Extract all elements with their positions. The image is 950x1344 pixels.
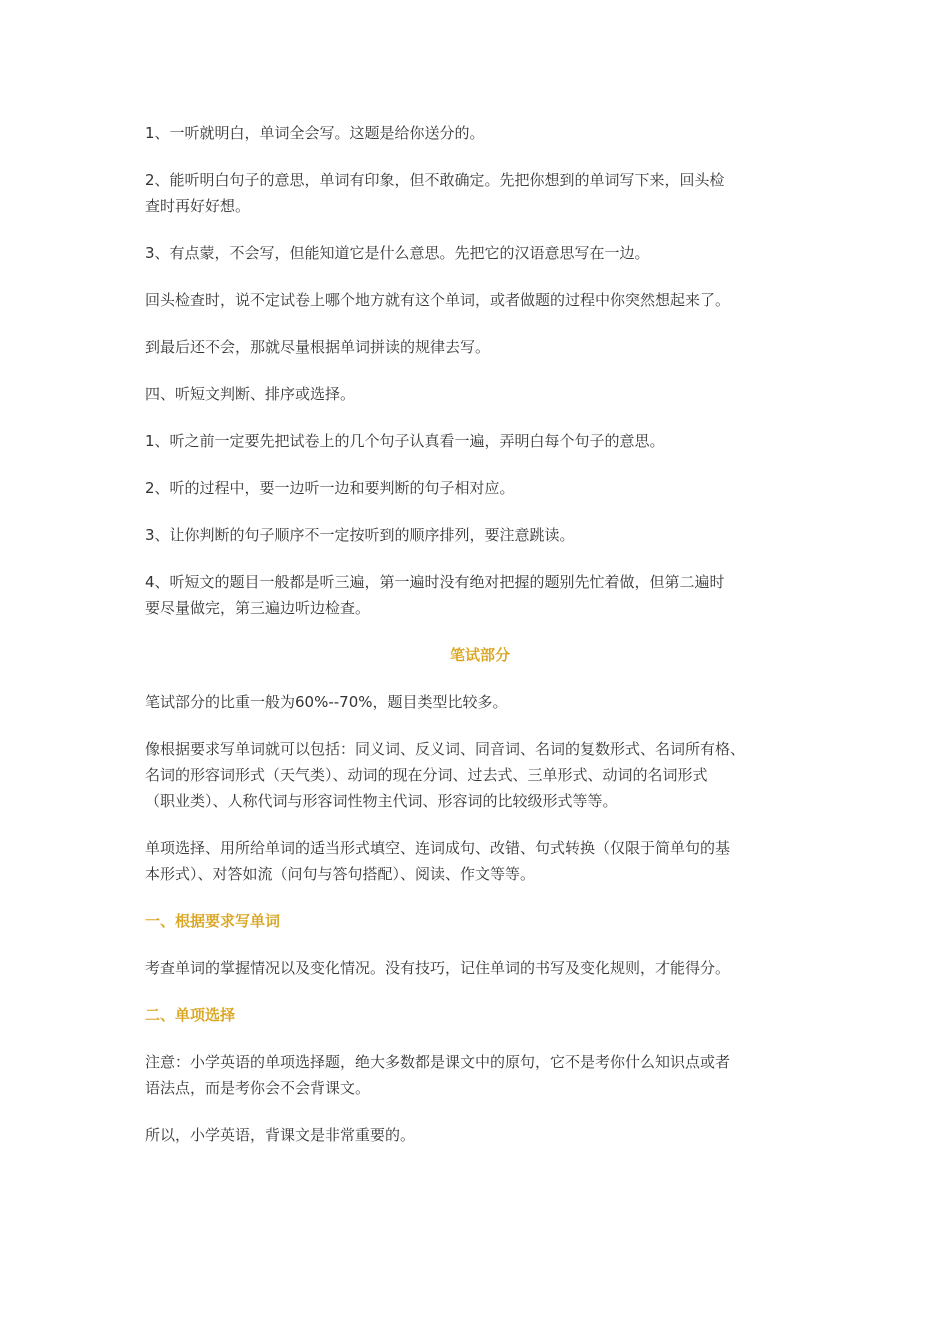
paragraph-13: 单项选择、用所给单词的适当形式填空、连词成句、改错、句式转换（仅限于简单句的基 本形式）、对答如流（问句与答句搭配）、阅读、作文等等。: [145, 839, 731, 883]
paragraph-10: 4、听短文的题目一般都是听三遍，第一遍时没有绝对把握的题别先忙着做，但第二遍时 要尽量做完，第三遍边听边检查。: [145, 573, 725, 617]
paragraph-15: 注意：小学英语的单项选择题，绝大多数都是课文中的原句，它不是考你什么知识点或者 语法点，而是考你会不会背课文。: [145, 1053, 731, 1097]
paragraph-2: 2、能听明白句子的意思，单词有印象，但不敢确定。先把你想到的单词写下来，回头检 查时再好好想。: [145, 171, 725, 215]
paragraph-12: 像根据要求写单词就可以包括：同义词、反义词、同音词、名词的复数形式、名词所有格、 名词的形容词形式（天气类）、动词的现在分词、过去式、三单形式、动词的名词形式 （职业类）、人称代词与形容词性物主代词、形容词的比较级形式等等。: [145, 740, 746, 810]
section-heading-write-words: 一、根据要求写单词: [145, 912, 281, 930]
paragraph-5: 到最后还不会，那就尽量根据单词拼读的规律去写。: [145, 338, 491, 356]
document-page: [145, 120, 815, 1148]
section-heading-listening-passage: 四、听短文判断、排序或选择。: [145, 385, 356, 403]
paragraph-4: 回头检查时，说不定试卷上哪个地方就有这个单词，或者做题的过程中你突然想起来了。: [145, 291, 731, 309]
paragraph-1: 1、一听就明白，单词全会写。这题是给你送分的。: [145, 124, 485, 142]
paragraph-8: 2、听的过程中，要一边听一边和要判断的句子相对应。: [145, 479, 515, 497]
section-heading-single-choice: 二、单项选择: [145, 1006, 236, 1024]
paragraph-16: 所以，小学英语，背课文是非常重要的。: [145, 1126, 416, 1144]
paragraph-9: 3、让你判断的句子顺序不一定按听到的顺序排列，要注意跳读。: [145, 526, 575, 544]
paragraph-14: 考查单词的掌握情况以及变化情况。没有技巧，记住单词的书写及变化规则，才能得分。: [145, 959, 731, 977]
written-part-heading: 笔试部分: [449, 646, 510, 664]
paragraph-3: 3、有点蒙，不会写，但能知道它是什么意思。先把它的汉语意思写在一边。: [145, 244, 650, 262]
paragraph-11: 笔试部分的比重一般为60%--70%，题目类型比较多。: [145, 693, 508, 711]
paragraph-7: 1、听之前一定要先把试卷上的几个句子认真看一遍，弄明白每个句子的意思。: [145, 432, 665, 450]
